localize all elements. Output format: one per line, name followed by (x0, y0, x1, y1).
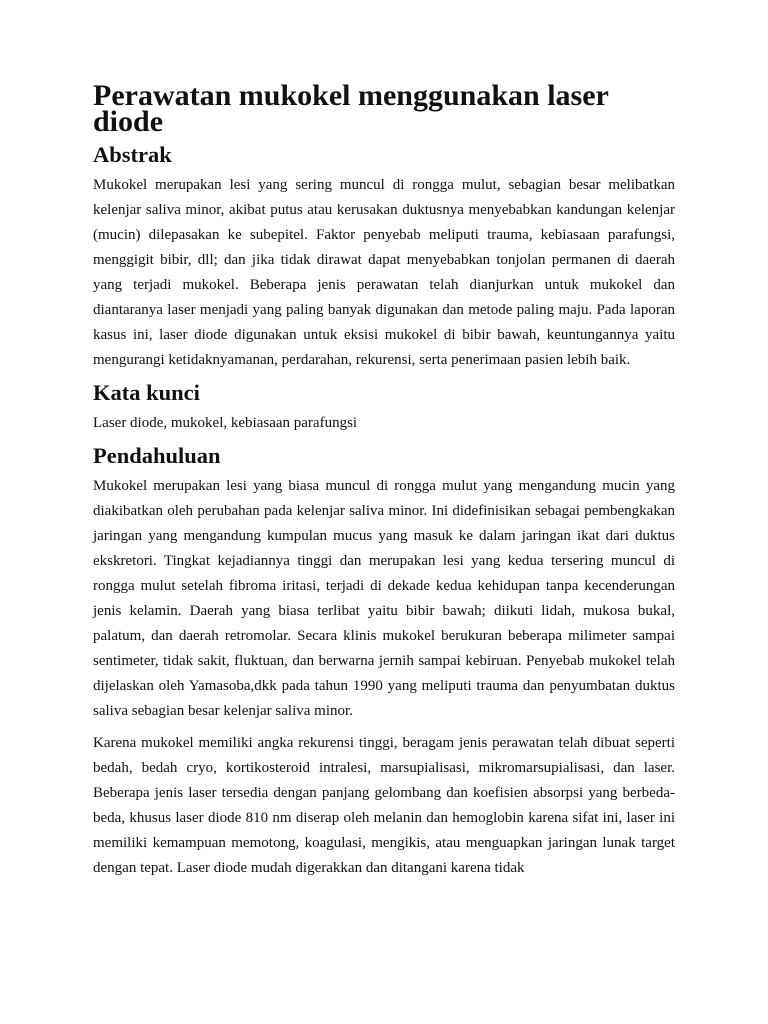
introduction-paragraph-1: Mukokel merupakan lesi yang biasa muncul di rongga mulut yang mengandung mucin yang diakibatkan oleh perubahan pada kelenjar saliva minor. Ini didefinisikan sebagai pembengkakan jaringan yang mengandung kumpulan mucus yang masuk ke dalam jaringan ikat dari duktus ekskretori. Tingkat kejadiannya tinggi dan merupakan lesi yang kedua tersering muncul di rongga mulut setelah fibroma iritasi, terjadi di dekade kedua kehidupan tanpa kecenderungan jenis kelamin. Daerah yang biasa terlibat yaitu bibir bawah; diikuti lidah, mukosa bukal, palatum, dan daerah retromolar. Secara klinis mukokel berukuran beberapa milimeter sampai sentimeter, tidak sakit, fluktuan, dan berwarna jernih sampai kebiruan. Penyebab mukokel telah dijelaskan oleh Yamasoba,dkk pada tahun 1990 yang meliputi trauma dan penyumbatan duktus saliva sebagian besar kelenjar saliva minor. (93, 478, 675, 719)
keywords-paragraph: Laser diode, mukokel, kebiasaan parafungsi (93, 415, 358, 431)
document-title: Perawatan mukokel menggunakan laser diode (93, 79, 609, 138)
section-heading-abstrak: Abstrak (93, 142, 172, 167)
section-heading-pendahuluan: Pendahuluan (93, 443, 221, 468)
abstract-paragraph: Mukokel merupakan lesi yang sering muncul di rongga mulut, sebagian besar melibatkan kelenjar saliva minor, akibat putus atau kerusakan duktusnya menyebabkan kandungan kelenjar (mucin) dilepasakan ke subepitel. Faktor penyebab meliputi trauma, kebiasaan parafungsi, menggigit bibir, dll; dan jika tidak dirawat dapat menyebabkan tonjolan permanen di daerah yang terjadi mukokel. Beberapa jenis perawatan telah dianjurkan untuk mukokel dan diantaranya laser menjadi yang paling banyak digunakan dan metode paling maju. Pada laporan kasus ini, laser diode digunakan untuk eksisi mukokel di bibir bawah, keuntungannya yaitu mengurangi ketidaknyamanan, perdarahan, rekurensi, serta penerimaan pasien lebih baik. (93, 177, 675, 368)
introduction-paragraph-2: Karena mukokel memiliki angka rekurensi tinggi, beragam jenis perawatan telah dibuat seperti bedah, bedah cryo, kortikosteroid intralesi, marsupialisasi, mikromarsupialisasi, dan laser. Beberapa jenis laser tersedia dengan panjang gelombang dan koefisien absorpsi yang berbeda-beda, khusus laser diode 810 nm diserap oleh melanin dan hemoglobin karena sifat ini, laser ini memiliki kemampuan memotong, koagulasi, mengikis, atau menguapkan jaringan lunak target dengan tepat. Laser diode mudah digerakkan dan ditangani karena tidak (93, 735, 675, 876)
section-heading-kata-kunci: Kata kunci (93, 380, 200, 405)
